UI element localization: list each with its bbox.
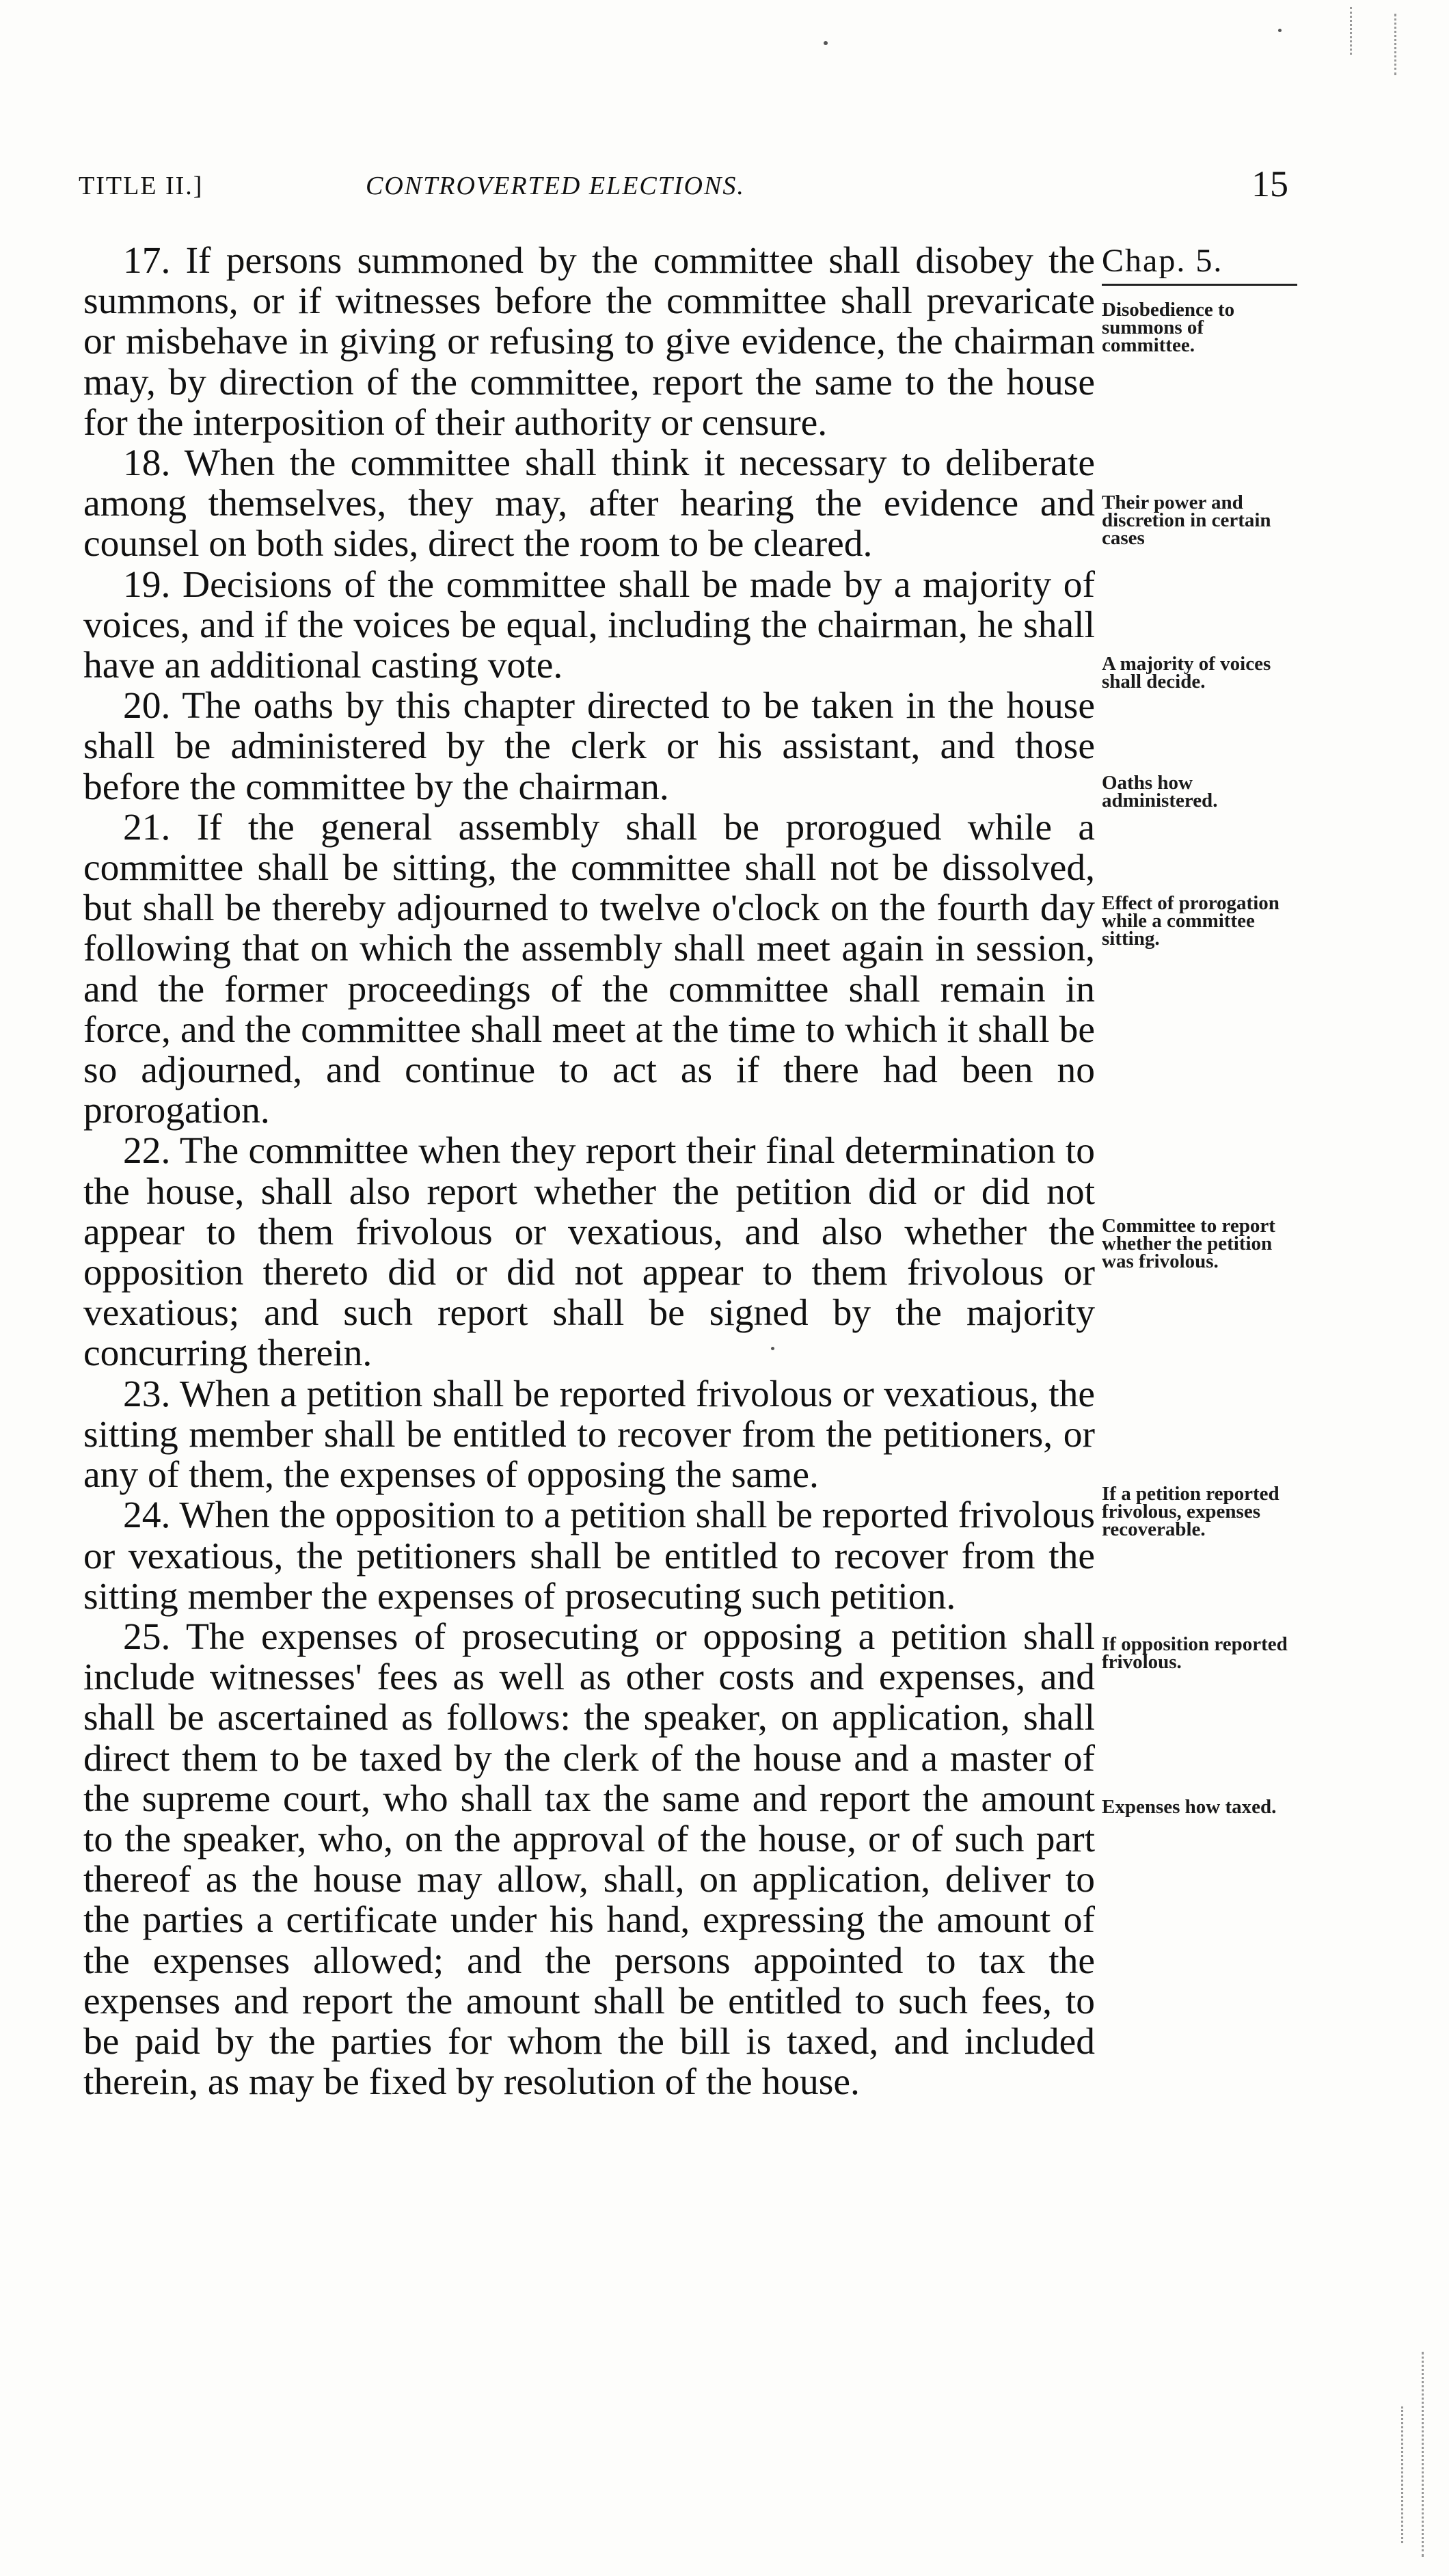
section-18 — [83, 443, 1095, 565]
margin-note: If a petition reported frivolous, expenses recoverable. — [1102, 1483, 1279, 1540]
section-number: 23. — [123, 1373, 171, 1415]
section-text: The expenses of prosecuting or opposing a petition shall include witnesses' fees as well as other costs and expenses, and shall be ascertained as follows: the speaker, on application, shall direct them to be taxed by the clerk of the house and a master of the supreme court, who shall tax the same and report the amount to the speaker, who, on the approval of the house, or of such part thereof as the house may allow, shall, on application, deliver to the parties a certificate under his hand, expressing the amount of the expenses allowed; and the persons appointed to tax the expenses and report the amount shall be entitled to such fees, to be paid by the parties for whom the bill is taxed, and included therein, as may be fixed by resolution of the house. — [83, 1615, 1095, 2104]
section-22 — [83, 1131, 1095, 1373]
margin-note: Their power and discretion in certain cases — [1102, 492, 1271, 549]
chapter-label: Chap. 5. — [1102, 242, 1297, 286]
margin-note: Expenses how taxed. — [1102, 1796, 1277, 1818]
section-text: Decisions of the committee shall be made by a majority of voices, and if the voices be equal, including the chairman, he shall have an additional casting vote. — [83, 563, 1095, 687]
scan-noise — [1394, 14, 1396, 75]
running-header — [79, 163, 1288, 211]
margin-note: Effect of prorogation while a committee sitting. — [1102, 892, 1279, 950]
section-text: The oaths by this chapter directed to be taken in the house shall be administered by the clerk or his assistant, and those before the committee by the chairman. — [83, 685, 1096, 808]
scan-speck — [1278, 29, 1282, 32]
scan-speck — [771, 1347, 774, 1350]
section-20 — [83, 686, 1095, 807]
margin-note: Oaths how administered. — [1102, 772, 1218, 811]
running-title: CONTROVERTED ELECTIONS. — [366, 172, 745, 200]
scan-noise — [1422, 2352, 1424, 2557]
section-text: If persons summoned by the committee shall disobey the summons, or if witnesses before the committee shall prevaricate or misbehave in giving or refusing to give evidence, the chairman may, by direction of the committee, report the same to the house for the interposition of their authority or censure. — [83, 240, 1095, 444]
section-number: 25. — [123, 1615, 171, 1658]
scan-noise — [1350, 7, 1352, 55]
scan-noise — [1401, 2406, 1403, 2543]
section-text: If the general assembly shall be prorogued while a committee shall be sitting, the committee shall not be dissolved, but shall be thereby adjourned to twelve o'clock on the fourth day following that on which the assembly shall meet again in session, and the former proceedings of the committee shall remain in force, and the committee shall meet at the time to which it shall be so adjourned, and continue to act as if there had been no prorogation. — [83, 806, 1095, 1132]
section-23 — [83, 1374, 1095, 1496]
section-21 — [83, 807, 1095, 1131]
margin-note: If opposition reported frivolous. — [1102, 1633, 1288, 1673]
section-number: 19. — [123, 563, 171, 606]
section-number: 22. — [123, 1130, 171, 1172]
section-number: 17. — [123, 240, 171, 282]
section-text: The committee when they report their final determination to the house, shall also report whether the petition did or did not appear to them frivolous or vexatious, and also whether the opposition thereto did or did not appear to them frivolous or vexatious; and such report shall be signed by the majority concurring therein. — [83, 1130, 1095, 1375]
section-text: When the opposition to a petition shall be reported frivolous or vexatious, the petitioners shall be entitled to recover from the sitting member the expenses of prosecuting such petition. — [83, 1494, 1095, 1618]
margin-note: Committee to report whether the petition was frivolous. — [1102, 1215, 1275, 1272]
section-25 — [83, 1617, 1095, 2102]
section-text: When a petition shall be reported frivolous or vexatious, the sitting member shall be entitled to recover from the petitioners, or any of them, the expenses of opposing the same. — [83, 1373, 1096, 1497]
section-24 — [83, 1495, 1095, 1617]
section-19 — [83, 565, 1095, 686]
section-number: 21. — [123, 806, 171, 848]
section-text: When the committee shall think it necessary to deliberate among themselves, they may, after hearing the evidence and counsel on both sides, direct the room to be cleared. — [83, 442, 1095, 565]
margin-note: Disobedience to summons of committee. — [1102, 299, 1235, 356]
section-number: 20. — [123, 685, 171, 727]
title-reference: TITLE II.] — [79, 172, 204, 200]
body-text — [83, 241, 1095, 2102]
section-number: 24. — [123, 1494, 171, 1537]
section-17 — [83, 241, 1095, 443]
margin-note: A majority of voices shall decide. — [1102, 653, 1271, 693]
scan-speck — [824, 41, 828, 45]
page-number: 15 — [1251, 163, 1288, 204]
section-number: 18. — [123, 442, 171, 485]
